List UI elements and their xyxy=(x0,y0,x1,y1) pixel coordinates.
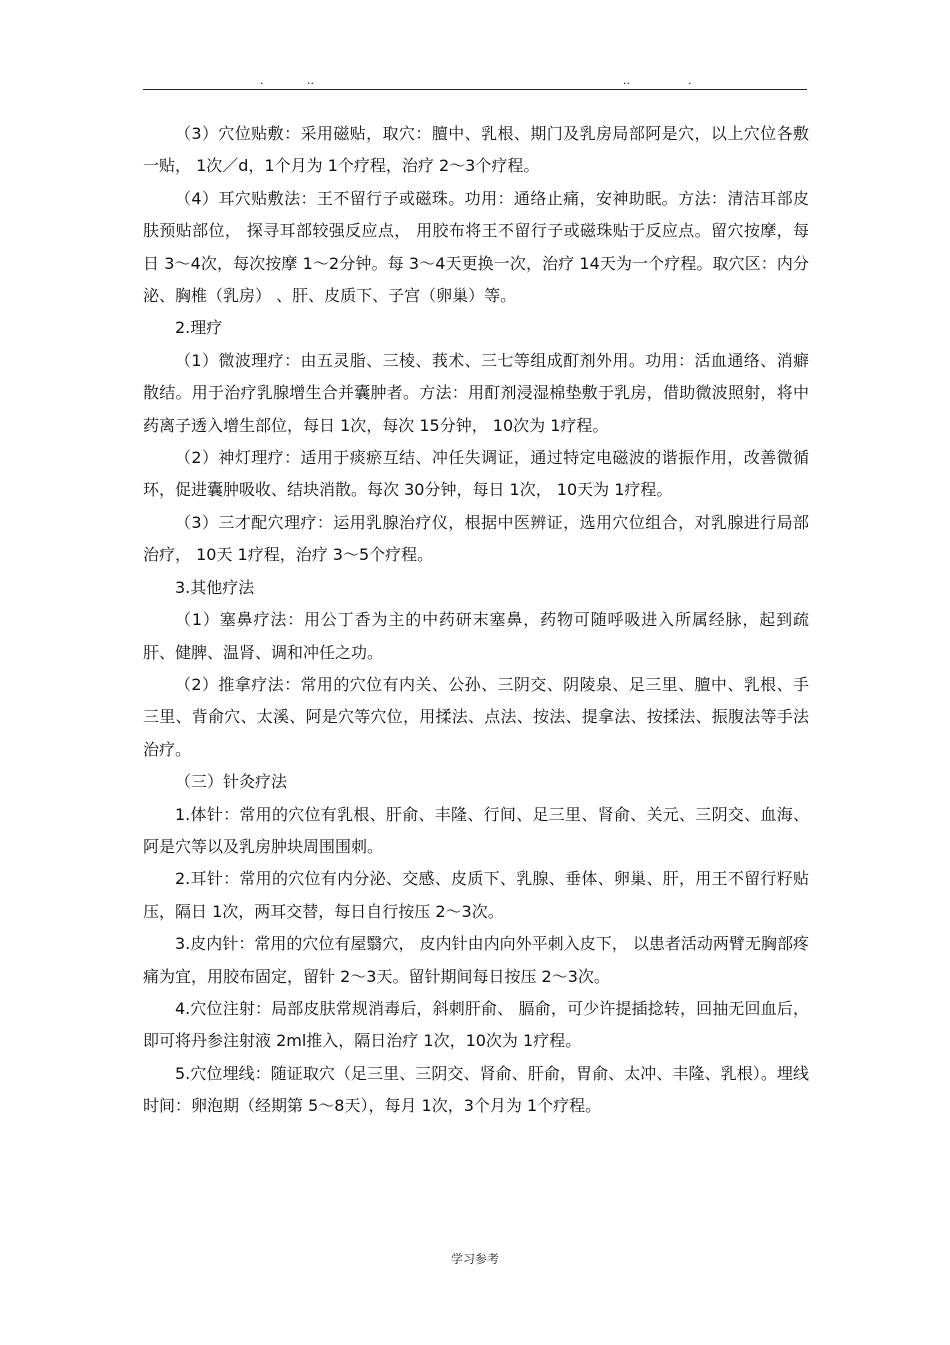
paragraph-nasal: （1）塞鼻疗法：用公丁香为主的中药研末塞鼻，药物可随呼吸进入所属经脉，起到疏肝、健脾、温肾、调和冲任之功。 xyxy=(143,610,809,662)
paragraph-acupoint-patch: （3）穴位贴敷：采用磁贴，取穴：膻中、乳根、期门及乳房局部阿是穴，以上穴位各敷一贴， 1次／d，1个月为 1个疗程，治疗 2～3个疗程。 xyxy=(143,124,809,176)
header-mark: . xyxy=(260,74,264,87)
header-mark: .. xyxy=(623,74,630,87)
paragraph-sancai: （3）三才配穴理疗：运用乳腺治疗仪，根据中医辨证，选用穴位组合，对乳腺进行局部治疗， 10天 1疗程，治疗 3～5个疗程。 xyxy=(143,512,809,565)
paragraph-massage: （2）推拿疗法：常用的穴位有内关、公孙、三阴交、阴陵泉、足三里、膻中、乳根、手三里、背俞穴、太溪、阿是穴等穴位，用揉法、点法、按法、提拿法、按揉法、振腹法等手法治疗。 xyxy=(143,674,809,759)
paragraph-body-needle: 1.体针：常用的穴位有乳根、肝俞、丰隆、行间、足三里、肾俞、关元、三阴交、血海、阿是穴等以及乳房肿块周围围刺。 xyxy=(143,804,809,856)
header-rule xyxy=(143,89,807,90)
page-footer: 学习参考 xyxy=(450,1252,499,1266)
paragraph-microwave: （1）微波理疗：由五灵脂、三棱、莪术、三七等组成酊剂外用。功用：活血通络、消癖散结。用于治疗乳腺增生合并囊肿者。方法：用酊剂浸湿棉垫敷于乳房，借助微波照射，将中药离子透入增生部位，每日 1次，每次 15分钟， 10次为 1疗程。 xyxy=(143,350,809,435)
paragraph-ear-needle: 2.耳针：常用的穴位有内分泌、交感、皮质下、乳腺、垂体、卵巢、肝，用王不留行籽贴压，隔日 1次，两耳交替，每日自行按压 2～3次。 xyxy=(143,869,809,921)
paragraph-catgut-embedding: 5.穴位埋线：随证取穴（足三里、三阴交、肾俞、肝俞，胃俞、太冲、丰隆、乳根）。埋线时间：卵泡期（经期第 5～8天），每月 1次，3个月为 1个疗程。 xyxy=(143,1063,809,1116)
section-heading-physiotherapy: 2.理疗 xyxy=(175,318,223,338)
page-header-marks xyxy=(143,74,807,88)
section-heading-other: 3.其他疗法 xyxy=(175,577,255,597)
paragraph-intradermal-needle: 3.皮内针：常用的穴位有屋翳穴， 皮内针由内向外平刺入皮下， 以患者活动两臂无胸部疼痛为宜，用胶布固定，留针 2～3天。留针期间每日按压 2～3次。 xyxy=(143,934,809,986)
header-mark: . xyxy=(688,74,692,87)
paragraph-lamp: （2）神灯理疗：适用于痰瘀互结、冲任失调证，通过特定电磁波的谐振作用，改善微循环，促进囊肿吸收、结块消散。每次 30分钟，每日 1次， 10天为 1疗程。 xyxy=(143,448,809,500)
section-heading-acupuncture: （三）针灸疗法 xyxy=(175,772,288,792)
header-mark: .. xyxy=(307,74,314,87)
paragraph-ear-patch: （4）耳穴贴敷法：王不留行子或磁珠。功用：通络止痛，安神助眠。方法：清洁耳部皮肤预贴部位， 探寻耳部较强反应点， 用胶布将王不留行子或磁珠贴于反应点。留穴按摩，每日 3～4次，每次按摩 1～2分钟。每 3～4天更换一次，治疗 14天为一个疗程。取穴区：内分泌、胸椎（乳房） 、肝、皮质下、子宫（卵巢）等。 xyxy=(143,188,809,306)
paragraph-acupoint-injection: 4.穴位注射：局部皮肤常规消毒后，斜刺肝俞、 膈俞，可少许提插捻转，回抽无回血后， 即可将丹参注射液 2ml推入，隔日治疗 1次，10次为 1疗程。 xyxy=(143,998,809,1051)
document-body xyxy=(143,118,809,1123)
